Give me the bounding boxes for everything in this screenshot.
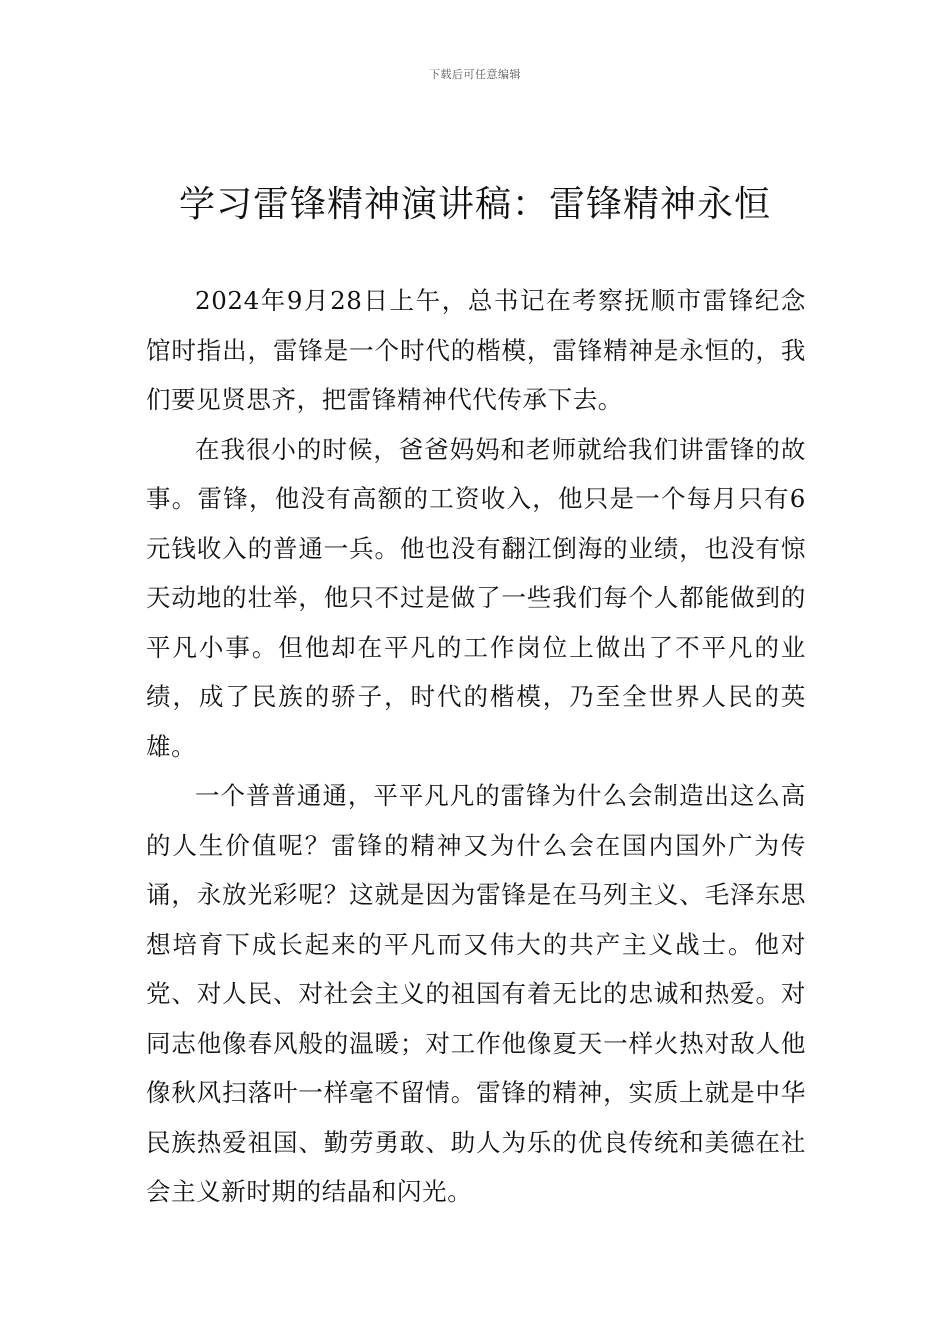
- paragraph: 在我很小的时候，爸爸妈妈和老师就给我们讲雷锋的故事。雷锋，他没有高额的工资收入，他只是一个每月只有6元钱收入的普通一兵。他也没有翻江倒海的业绩，也没有惊天动地的壮举，他只不过是做了一些我们每个人都能做到的平凡小事。但他却在平凡的工作岗位上做出了不平凡的业绩，成了民族的骄子，时代的楷模，乃至全世界人民的英雄。: [146, 434, 806, 761]
- paragraph: 2024年9月28日上午，总书记在考察抚顺市雷锋纪念馆时指出，雷锋是一个时代的楷模，雷锋精神是永恒的，我们要见贤思齐，把雷锋精神代代传承下去。: [146, 286, 806, 414]
- header-note: 下载后可任意编辑: [429, 68, 521, 81]
- document-title: 学习雷锋精神演讲稿：雷锋精神永恒: [178, 184, 771, 225]
- document-body: [146, 276, 806, 1217]
- paragraph: 一个普普通通，平平凡凡的雷锋为什么会制造出这么高的人生价值呢？雷锋的精神又为什么会在国内国外广为传诵，永放光彩呢？这就是因为雷锋是在马列主义、毛泽东思想培育下成长起来的平凡而又伟大的共产主义战士。他对党、对人民、对社会主义的祖国有着无比的忠诚和热爱。对同志他像春风般的温暖；对工作他像夏天一样火热对敌人他像秋风扫落叶一样毫不留情。雷锋的精神，实质上就是中华民族热爱祖国、勤劳勇敢、助人为乐的优良传统和美德在社会主义新时期的结晶和闪光。: [146, 781, 806, 1206]
